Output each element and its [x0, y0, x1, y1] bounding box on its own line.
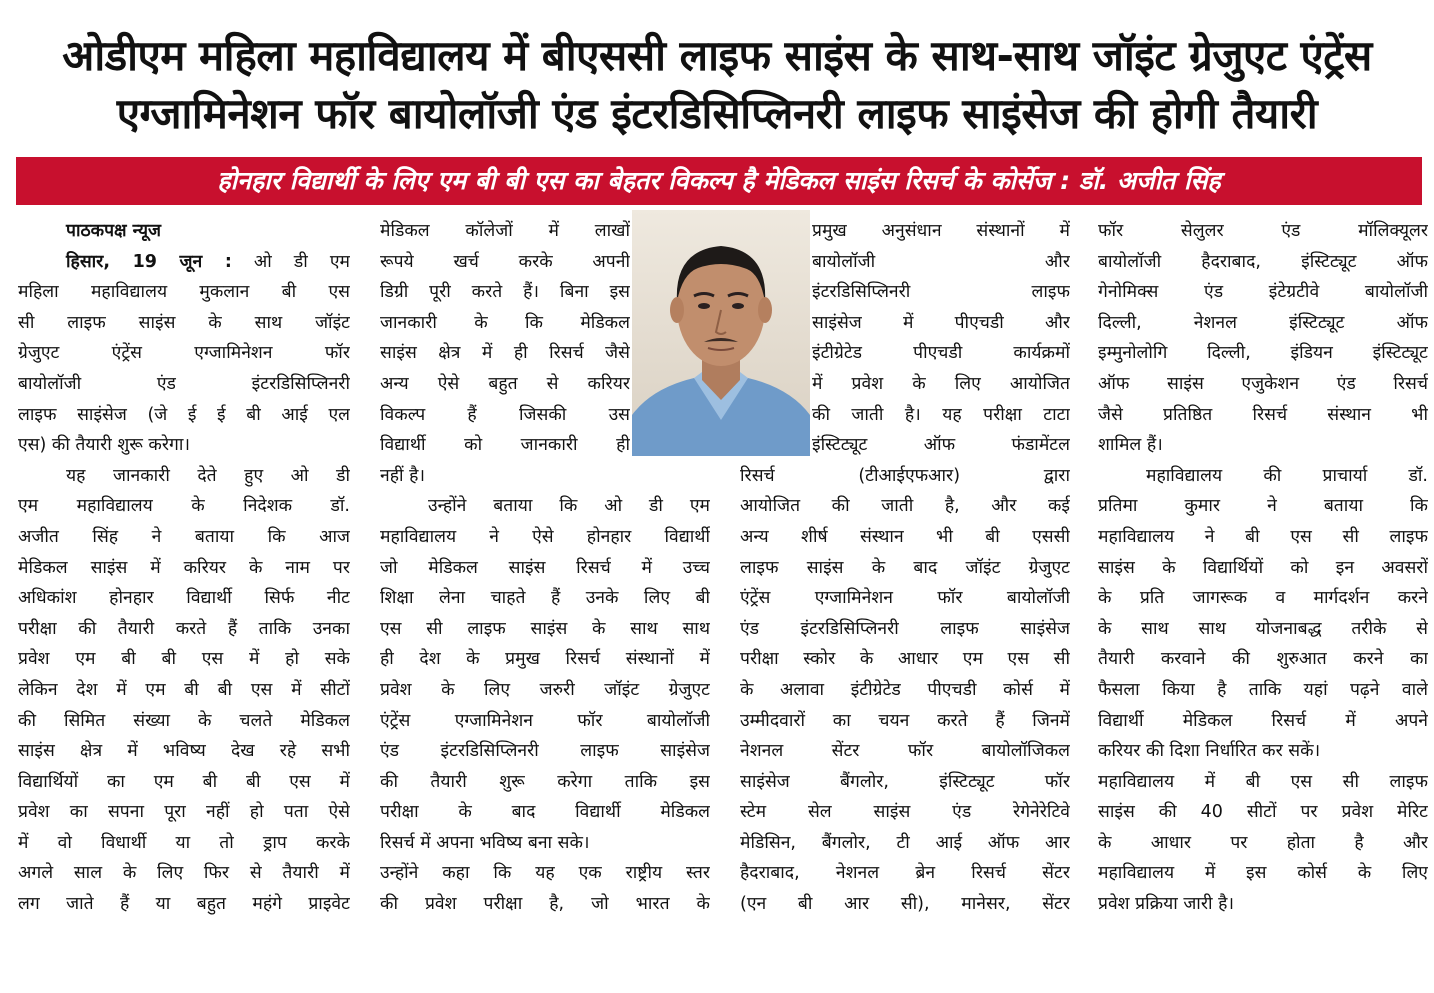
text-line: परीक्षा के बाद विद्यार्थी मेडिकल: [380, 802, 710, 823]
text-line: अन्य शीर्ष संस्थान भी बी एससी: [740, 526, 1070, 547]
article-column-1: [18, 216, 350, 920]
text-line: ग्रेजुएट एंट्रेंस एग्जामिनेशन फॉर: [18, 343, 350, 364]
text-line: लाइफ साइंसेज (जे ई ई बी आई एल: [18, 404, 350, 425]
text-line: महाविद्यालय में इस कोर्स के लिए: [1098, 863, 1428, 884]
text-line: लेकिन देश में एम बी बी एस में सीटों: [18, 679, 350, 700]
text-line: मेडिकल कॉलेजों में लाखों: [380, 221, 630, 241]
text-line: एंड इंटरडिसिप्लिनरी लाइफ साइंसेज: [380, 741, 710, 762]
text-line: विकल्प हैं जिसकी उस: [380, 404, 630, 425]
text-line: के आधार पर होता है और: [1098, 832, 1428, 853]
text-line: बायोलॉजी और: [812, 251, 1070, 272]
text-line: करियर की दिशा निर्धारित कर सकें।: [1098, 741, 1321, 762]
text-line: जानकारी के कि मेडिकल: [380, 312, 630, 333]
text-line: इंस्टिट्यूट ऑफ फंडामेंटल: [812, 435, 1070, 456]
text-line: रूपये खर्च करके अपनी: [380, 251, 630, 272]
text-line: फॉर सेलुलर एंड मॉलिक्यूलर: [1098, 221, 1428, 241]
text-line: साइंसेज में पीएचडी और: [812, 312, 1070, 333]
text-line: ही देश के प्रमुख रिसर्च संस्थानों में: [380, 649, 710, 670]
text-line: प्रवेश एम बी बी एस में हो सके: [18, 649, 350, 670]
text-line: विद्यार्थी को जानकारी ही: [380, 435, 630, 456]
text-line: उन्होंने बताया कि ओ डी एम: [428, 496, 710, 517]
text-line: उन्होंने कहा कि यह एक राष्ट्रीय स्तर: [380, 863, 710, 884]
text-line: अगले साल के लिए फिर से तैयारी में: [18, 863, 350, 884]
text-line: प्रतिमा कुमार ने बताया कि: [1098, 496, 1428, 517]
text-line: (एन बी आर सी), मानेसर, सेंटर: [740, 894, 1070, 915]
text-line: एस सी लाइफ साइंस के साथ साथ: [380, 618, 710, 639]
text-line: महाविद्यालय की प्राचार्या डॉ.: [1146, 465, 1428, 486]
text-line: में वो विधार्थी या तो ड्राप करके: [18, 832, 350, 853]
text-line: शामिल हैं।: [1098, 435, 1163, 456]
text-line: महाविद्यालय ने बी एस सी लाइफ: [1098, 526, 1428, 547]
text-line: अजीत सिंह ने बताया कि आज: [18, 526, 350, 547]
text-line: के प्रति जागरूक व मार्गदर्शन करने: [1098, 588, 1428, 609]
article-column-3: [740, 216, 1070, 920]
text-line: प्रवेश के लिए जरुरी जॉइंट ग्रेजुएट: [380, 679, 710, 700]
text-line: की जाती है। यह परीक्षा टाटा: [812, 404, 1070, 425]
text-line: मेडिसिन, बैंगलोर, टी आई ऑफ आर: [740, 832, 1070, 853]
text-line: यह जानकारी देते हुए ओ डी: [66, 465, 350, 486]
text-line: साइंस क्षेत्र में ही रिसर्च जैसे: [380, 343, 630, 364]
text-line: शिक्षा लेना चाहते हैं उनके लिए बी: [380, 588, 710, 609]
text-line: ऑफ साइंस एजुकेशन एंड रिसर्च: [1098, 373, 1428, 394]
text-line: साइंस क्षेत्र में भविष्य देख रहे सभी: [18, 741, 350, 762]
text-line: जो मेडिकल साइंस रिसर्च में उच्च: [380, 557, 710, 578]
text-line: हैदराबाद, नेशनल ब्रेन रिसर्च सेंटर: [740, 863, 1070, 884]
text-line: परीक्षा की तैयारी करते हैं ताकि उनका: [18, 618, 350, 639]
article-column-4: [1098, 216, 1428, 920]
text-line: दिल्ली, नेशनल इंस्टिट्यूट ऑफ: [1098, 312, 1428, 333]
text-line: जैसे प्रतिष्ठित रिसर्च संस्थान भी: [1098, 404, 1428, 425]
text-line: साइंस के विद्यार्थियों को इन अवसरों: [1098, 557, 1428, 578]
text-line: एस) की तैयारी शुरू करेगा।: [18, 435, 191, 456]
text-line: अन्य ऐसे बहुत से करियर: [380, 373, 630, 394]
dateline: हिसार, 19 जून :: [66, 251, 232, 272]
text-line: फैसला किया है ताकि यहां पढ़ने वाले: [1098, 679, 1428, 700]
text-line: की तैयारी शुरू करेगा ताकि इस: [380, 771, 710, 792]
text-line: डिग्री पूरी करते हैं। बिना इस: [380, 282, 630, 303]
text-line: की सिमित संख्या के चलते मेडिकल: [18, 710, 350, 731]
headline-line-1: ओडीएम महिला महाविद्यालय में बीएससी लाइफ साइंस के साथ-साथ जॉइंट ग्रेजुएट एंट्रेंस: [62, 31, 1372, 80]
text-line: के साथ साथ योजनाबद्ध तरीके से: [1098, 618, 1428, 639]
text-line: के अलावा इंटीग्रेटेड पीएचडी कोर्स में: [740, 679, 1070, 700]
text-line: लाइफ साइंस के बाद जॉइंट ग्रेजुएट: [740, 557, 1070, 578]
text-line: लग जाते हैं या बहुत महंगे प्राइवेट: [18, 894, 350, 915]
subheadline-banner: होनहार विद्यार्थी के लिए एम बी बी एस का बेहतर विकल्प है मेडिकल साइंस रिसर्च के कोर्सेज : डॉ. अजीत सिंह: [16, 157, 1422, 205]
text-line: की प्रवेश परीक्षा है, जो भारत के: [380, 894, 710, 915]
text-line: एम महाविद्यालय के निदेशक डॉ.: [18, 496, 350, 517]
text-line: सी लाइफ साइंस के साथ जॉइंट: [18, 312, 350, 333]
text-line: इंटीग्रेटेड पीएचडी कार्यक्रमों: [812, 343, 1070, 364]
text-line: विद्यार्थी मेडिकल रिसर्च में अपने: [1098, 710, 1428, 731]
text-line: स्टेम सेल साइंस एंड रेगेनेरेटिवे: [740, 802, 1070, 823]
text-line: एंड इंटरडिसिप्लिनरी लाइफ साइंसेज: [740, 618, 1070, 639]
text-line: में प्रवेश के लिए आयोजित: [812, 373, 1070, 394]
text-line: उम्मीदवारों का चयन करते हैं जिनमें: [740, 710, 1070, 731]
text-line: रिसर्च (टीआईएफआर) द्वारा: [740, 465, 1070, 486]
text-line: आयोजित की जाती है, और कई: [740, 496, 1070, 517]
dateline-line: [18, 247, 350, 278]
text-line: प्रवेश का सपना पूरा नहीं हो पता ऐसे: [18, 802, 350, 823]
text-line: साइंस की 40 सीटों पर प्रवेश मेरिट: [1098, 802, 1428, 823]
text-line: गेनोमिक्स एंड इंटेग्रटीवे बायोलॉजी: [1098, 282, 1428, 303]
text-line: तैयारी करवाने की शुरुआत करने का: [1098, 649, 1428, 670]
text-line: नेशनल सेंटर फॉर बायोलॉजिकल: [740, 741, 1070, 762]
text-line: बायोलॉजी हैदराबाद, इंस्टिट्यूट ऑफ: [1098, 251, 1428, 272]
byline: पाठकपक्ष न्यूज: [66, 221, 161, 241]
text-line: परीक्षा स्कोर के आधार एम एस सी: [740, 649, 1070, 670]
text-line: रिसर्च में अपना भविष्य बना सके।: [380, 832, 590, 853]
text-line: विद्यार्थियों का एम बी बी एस में: [18, 771, 350, 792]
text-line: महिला महाविद्यालय मुकलान बी एस: [18, 282, 350, 303]
text-line: एंट्रेंस एग्जामिनेशन फॉर बायोलॉजी: [740, 588, 1070, 609]
text-line: इम्मुनोलोगि दिल्ली, इंडियन इंस्टिट्यूट: [1098, 343, 1428, 364]
text-line: एंट्रेंस एग्जामिनेशन फॉर बायोलॉजी: [380, 710, 710, 731]
text-line: अधिकांश होनहार विद्यार्थी सिर्फ नीट: [18, 588, 350, 609]
text-line: प्रमुख अनुसंधान संस्थानों में: [812, 221, 1070, 241]
text-line: इंटरडिसिप्लिनरी लाइफ: [812, 282, 1070, 303]
text-line: मेडिकल साइंस में करियर के नाम पर: [18, 557, 350, 578]
headline-line-2: एग्जामिनेशन फॉर बायोलॉजी एंड इंटरडिसिप्लिनरी लाइफ साइंसेज की होगी तैयारी: [116, 89, 1318, 138]
text-line: प्रवेश प्रक्रिया जारी है।: [1098, 894, 1235, 915]
text-line: बायोलॉजी एंड इंटरडिसिप्लिनरी: [18, 373, 350, 394]
text-line: नहीं है।: [380, 465, 426, 486]
text-line: साइंसेज बैंगलोर, इंस्टिट्यूट फॉर: [740, 771, 1070, 792]
text-line: ओ डी एम: [253, 251, 350, 272]
text-line: महाविद्यालय ने ऐसे होनहार विद्यार्थी: [380, 526, 710, 547]
text-line: महाविद्यालय में बी एस सी लाइफ: [1098, 771, 1428, 792]
